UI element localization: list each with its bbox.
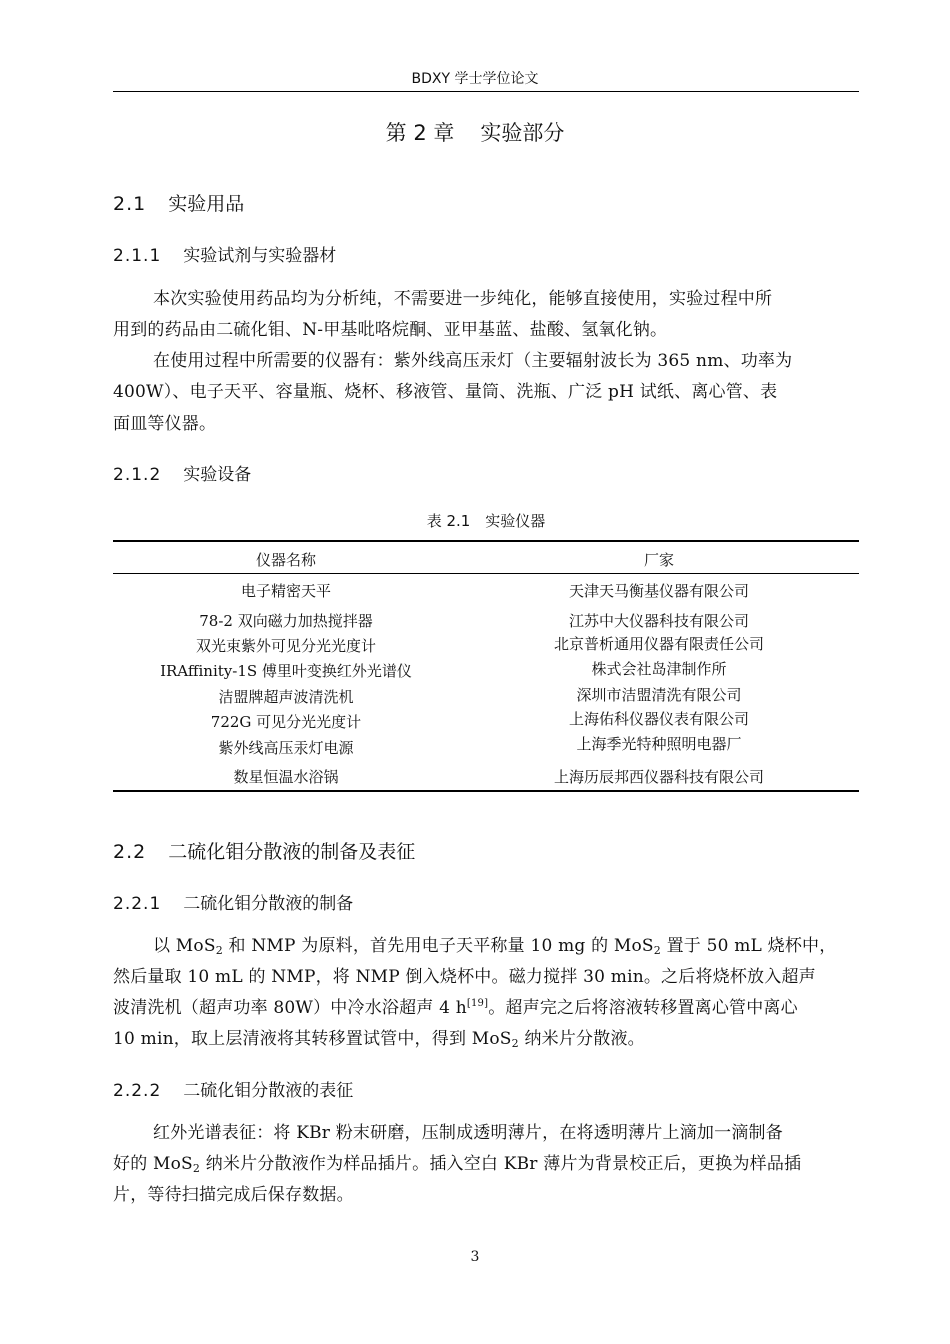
paragraph-line: 在使用过程中所需要的仪器有：紫外线高压汞灯（主要辐射波长为 365 nm、功率为 [153,351,793,371]
paragraph-line: 400W）、电子天平、容量瓶、烧杯、移液管、量筒、洗瓶、广泛 pH 试纸、离心管、表 [113,382,778,402]
paragraph-line: 以 MoS$_2$ 和 NMP 为原料，首先用电子天平称量 10 mg 的 MoS$_2$ 置于 50 mL 烧杯中， [153,936,837,957]
paragraph-line: 红外光谱表征：将 KBr 粉末研磨，压制成透明薄片，在将透明薄片上滴加一滴制备 [153,1123,783,1143]
table-top-rule [113,540,859,542]
section-2-1-2-heading: 2.1.2 实验设备 [113,465,252,485]
paragraph-line: 片，等待扫描完成后保存数据。 [113,1185,354,1205]
paragraph-line: 好的 MoS$_2$ 纳米片分散液作为样品插片。插入空白 KBr 薄片为背景校正后，更换为样品插 [113,1154,802,1175]
page-number: 3 [470,1249,480,1265]
table-header-rule [113,573,859,574]
paragraph-line: 10 min，取上层清液将其转移置试管中，得到 MoS$_2$ 纳米片分散液。 [113,1029,645,1050]
table-bottom-rule [113,790,859,792]
section-2-1-heading: 2.1 实验用品 [113,193,245,215]
thesis-page: BDXY 学士学位论文 第 2 章 实验部分 2.1 实验用品 2.1.1 实验试剂与实验器材 本次实验使用药品均为分析纯，不需要进一步纯化，能够直接使用，实验过程中所 用到的药品由二硫化钼、N-甲基吡咯烷酮、亚甲基蓝、盐酸、氢氧化钠。 在使用过程中所需要的仪器有：紫外线高压汞灯（主要辐射波长为 365 nm、功率为 400W）、电子天平、容量瓶、烧杯、移液管、量筒、洗瓶、广泛 pH 试纸、离心管、表 面皿等仪器。 2.1.2 实验设备 表 2.1 实验仪器 仪器名称 厂家 电子精密天平 天津天马衡基仪器有限公司 78-2 双向磁力加热搅拌器 江苏中大仪器科技有限公司 双光束紫外可见分光光度计 北京普析通用仪器有限责任公司 IRAffinity-1S 傅里叶变换红外光谱仪 株式会社岛津制作所 洁盟牌超声波清洗机 深圳市洁盟清洗有限公司 722G 可见分光光度计 上海佑科仪器仪表有限公司 紫外线高压汞灯电源 上海季光特种照明电器厂 数星恒温水浴锅 上海历辰邦西仪器科技有限公司 2.2 二硫化钼分散液的制备及表征 2.2.1 二硫化钼分散液的制备 以 MoS$_2$ 和 NMP 为原料，首先用电子天平称量 10 mg 的 MoS$_2$ 置于 50 mL 烧杯中， 然后量取 10 mL 的 NMP，将 NMP 倒入烧杯中。磁力搅拌 30 min。之后将烧杯放入超声 波清洗机（超声功率 80W）中冷水浴超声 4 h[19]。超声完之后将溶液转移置离心管中离心 10 min，取上层清液将其转移置试管中，得到 MoS$_2$ 纳米片分散液。 2.2.2 二硫化钼分散液的表征 红外光谱表征：将 KBr 粉末研磨，压制成透明薄片，在将透明薄片上滴加一滴制备 好的 MoS$_2$ 纳米片分散液作为样品插片。插入空白 KBr 薄片为背景校正后，更换为样品插 片，等待扫描完成后保存数据。 3 [0,0,950,1344]
table-caption: 表 2.1 实验仪器 [426,512,546,530]
header-rule [113,91,859,92]
chapter-title [0,117,950,147]
section-2-2-heading: 2.2 二硫化钼分散液的制备及表征 [113,841,416,863]
paragraph-line: 本次实验使用药品均为分析纯，不需要进一步纯化，能够直接使用，实验过程中所 [153,289,773,309]
section-2-1-1-heading: 2.1.1 实验试剂与实验器材 [113,246,337,266]
table-header-manufacturer: 厂家 [643,551,674,569]
chapter-name: 实验部分 [480,121,565,145]
paragraph-line: 面皿等仪器。 [113,414,217,434]
chapter-number: 第 2 章 [385,121,455,145]
section-2-2-1-heading: 2.2.1 二硫化钼分散液的制备 [113,894,354,914]
paragraph-line: 然后量取 10 mL 的 NMP，将 NMP 倒入烧杯中。磁力搅拌 30 min。之后将烧杯放入超声 [113,967,816,987]
paragraph-line: 波清洗机（超声功率 80W）中冷水浴超声 4 h[19]。超声完之后将溶液转移置离心管中离心 [113,998,798,1018]
table-header-instrument: 仪器名称 [255,551,316,569]
running-header: BDXY 学士学位论文 [411,71,539,87]
section-2-2-2-heading: 2.2.2 二硫化钼分散液的表征 [113,1081,354,1101]
citation: [19] [466,998,489,1009]
paragraph-line: 用到的药品由二硫化钼、N-甲基吡咯烷酮、亚甲基蓝、盐酸、氢氧化钠。 [113,320,668,340]
